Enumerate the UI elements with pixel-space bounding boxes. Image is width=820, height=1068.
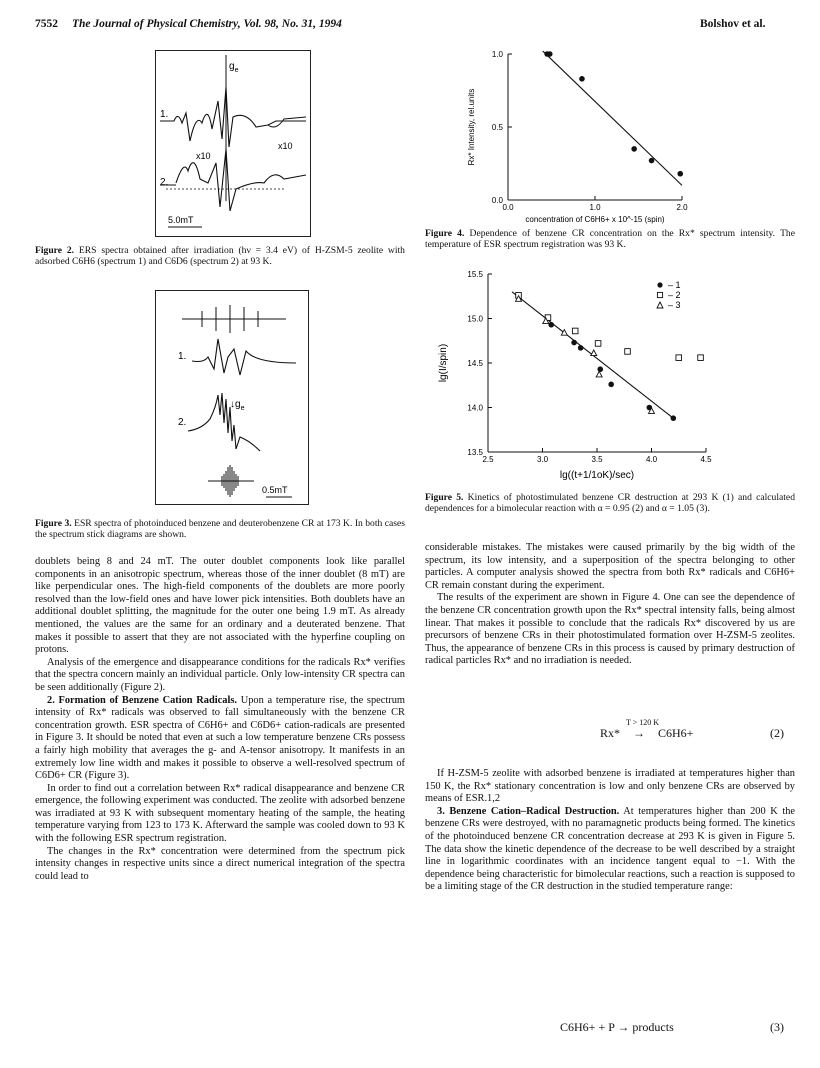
left-section-2: 2. Formation of Benzene Cation Radicals. Upon a temperature rise, the spectrum intensity of Rx* radicals was observed to fall simultaneously with the benzene CR concentration growth. ESR spectra of C6H6+ and C6D6+ cation-radicals are presented in Figure 3. It should be noted that even at such a low temperature benzene CRs possess a fairly high mobility that averages the g- and A-tensor anisotropy. It manifests in an extremely low line width and makes it possible to observe a well-resolved spectrum of C6D6+ CR (Figure 3). — [35, 694, 406, 782]
figure5-caption: Figure 5. Kinetics of photostimulated benzene CR destruction at 293 K (1) and calculated dependences for a bimolecular reaction with α = 0.95 (2) and α = 1.05 (3). — [425, 492, 795, 515]
eq2-arrow: → — [633, 726, 646, 740]
data-point-series-2 — [698, 355, 704, 361]
eq3-number: (3) — [770, 1020, 784, 1034]
data-point-series-0 — [579, 76, 585, 82]
data-point-series-1 — [671, 415, 677, 421]
legend-label-3: – 3 — [668, 300, 681, 310]
fig2-x10b-label: x10 — [196, 151, 211, 161]
data-point-series-0 — [677, 171, 683, 177]
equation-3: C6H6+ + P → products — [560, 1020, 674, 1034]
data-point-series-2 — [595, 341, 601, 347]
data-point-series-3 — [591, 350, 597, 356]
fig2-spec2-label: 2. — [160, 177, 169, 188]
x-axis-label: lg((t+1/1oK)/sec) — [559, 470, 635, 481]
fig2-ge-label: $g_e$ — [229, 61, 239, 74]
data-point-series-0 — [631, 146, 637, 152]
journal-title: The Journal of Physical Chemistry, Vol. 98, No. 31, 1994 — [72, 18, 342, 30]
figure3-panel — [155, 290, 309, 505]
data-point-series-0 — [547, 51, 553, 57]
right-paragraph-2: The results of the experiment are shown in Figure 4. One can see the dependence of the benzene CR concentration growth upon the Rx* spectral intensity falls, being almost linear. That makes it possible to conclude that the radicals Rx* discovered by us are precursors of benzene CRs in their photostimulated formation over H-ZSM-5 zeolites. Thus, the appearance of benzene CRs in this process is caused by primary destruction of radical particles Rx* and no irradiation is needed. — [425, 592, 795, 667]
right-paragraph-3: If H-ZSM-5 zeolite with adsorbed benzene is irradiated at temperatures higher than 150 K, the Rx* stationary concentration is low and only benzene CRs are observed by means of ESR.1,2 — [425, 768, 795, 805]
fig3-spectrum-1-trace — [192, 339, 296, 375]
y-tick-label: 1.0 — [491, 50, 503, 59]
legend-marker-2 — [657, 292, 662, 297]
right-column-text-bottom — [425, 768, 795, 894]
figure5-chart — [428, 268, 728, 490]
figure2-spectra — [156, 51, 310, 236]
authors-header: Bolshov et al. — [700, 18, 766, 30]
left-paragraph-1: doublets being 8 and 24 mT. The outer doublet components look like parallel components in an anisotropic spectrum, whereas those of the inner doublet (8 mT) are like perpendicular ones. The high-field components of the doublets are more poorly resolved than the low-field ones and have lower pick intensities. Both doublets have an additional doublet splitting, the magnitude for the outer one being 1.9 mT. As already mentioned, the values are the same for an ordinary and a deuterated benzene. That makes it possible to assert that they are not associated with the hyperfine coupling on protons. — [35, 556, 405, 656]
data-point-series-1 — [578, 345, 584, 351]
legend-label-1: – 1 — [668, 280, 681, 290]
legend-marker-3 — [657, 302, 663, 308]
y-tick-label: 15.0 — [467, 314, 483, 324]
data-point-series-2 — [572, 328, 578, 334]
x-tick-label: 4.0 — [645, 455, 658, 464]
data-point-series-3 — [561, 330, 567, 336]
eq2-rhs: C6H6+ — [658, 726, 694, 740]
y-tick-label: 0.5 — [491, 123, 503, 132]
data-point-series-2 — [676, 355, 682, 361]
eq2-condition: T > 120 K — [626, 718, 660, 727]
left-paragraph-2: Analysis of the emergence and disappearance conditions for the radicals Rx* verifies that the spectra concern mainly an individual particle. Only low-intensity CR spectra can be seen additionally (Figure 2). — [35, 656, 405, 693]
legend-marker-1 — [657, 282, 662, 287]
fig2-spec1-label: 1. — [160, 109, 169, 120]
equation-2 — [600, 718, 694, 741]
fig3-scale-label: 0.5mT — [262, 485, 288, 495]
spectrum-1-trace — [160, 87, 306, 147]
x-tick-label: 1.0 — [589, 203, 601, 212]
right-column-text-top — [425, 542, 795, 668]
fit-line — [543, 51, 682, 185]
eq2-number: (2) — [770, 726, 784, 740]
left-paragraph-3: In order to find out a correlation between Rx* radical disappearance and benzene CR emergence, the following experiment was conducted. The zeolite with adsorbed benzene was irradiated at 93 K with subsequent momentary heating of the sample, the heating temperature varying from 123 to 173 K. Afterward the sample was cooled down to 93 K with the following ESR spectrum registration. — [35, 782, 405, 845]
data-point-series-1 — [608, 382, 614, 388]
left-column-text — [35, 556, 405, 883]
fig3-ge-label: $↓g_e$ — [230, 399, 245, 412]
figure4-chart — [420, 42, 720, 224]
y-tick-label: 14.0 — [467, 403, 483, 413]
fig2-scale-label: 5.0mT — [168, 215, 194, 225]
data-point-series-1 — [548, 322, 554, 328]
eq2-lhs: Rx* — [600, 726, 621, 740]
fig2-x10a-label: x10 — [278, 141, 293, 151]
data-point-series-3 — [596, 371, 602, 377]
y-tick-label: 13.5 — [467, 448, 483, 457]
y-axis-label: Rx* Intensity, rel.units — [467, 88, 476, 166]
x-axis-label: concentration of C6H6+ x 10^-15 (spin) — [525, 215, 665, 224]
page-number: 7552 — [35, 18, 58, 30]
y-tick-label: 14.5 — [467, 359, 483, 368]
fig3-spec2-label: 2. — [178, 417, 187, 428]
y-axis-label: lg(I/spin) — [438, 343, 449, 383]
x-tick-label: 0.0 — [502, 203, 514, 212]
figure2-panel — [155, 50, 311, 237]
x-tick-label: 2.0 — [676, 203, 688, 212]
right-section-3: 3. Benzene Cation–Radical Destruction. At temperatures higher than 200 K the benzene CRs were destroyed, with no paramagnetic products being formed. The kinetics of the photoinduced benzene CR concentration decrease at 293 K is given in Figure 5. The data show the kinetic dependence of the decrease to be well described by a straight line in logarithmic coordinates with an incidence tangent equal to −1. With the dependence being characteristic for bimolecular reactions, such a reaction is supposed to be a limiting stage of the CR destruction in the studied temperature range: — [425, 805, 796, 893]
figure3-caption: Figure 3. ESR spectra of photoinduced benzene and deuterobenzene CR at 173 K. In both cases the spectrum stick diagrams are shown. — [35, 518, 405, 541]
right-paragraph-1: considerable mistakes. The mistakes were caused primarily by the big width of the spectrum, its low intensity, and a superposition of the spectra belonging to other particles. A computer analysis showed the spectra from both Rx* radicals and C6H6+ CR remain constant during the experiment. — [425, 542, 795, 591]
data-point-series-2 — [625, 349, 631, 355]
x-tick-label: 4.5 — [700, 455, 712, 464]
figure4-caption: Figure 4. Dependence of benzene CR concentration on the Rx* spectrum intensity. The temperature of ESR spectrum registration was 93 K. — [425, 228, 795, 251]
y-tick-label: 0.0 — [491, 196, 503, 205]
fig3-spec1-label: 1. — [178, 351, 187, 362]
y-tick-label: 15.5 — [467, 270, 483, 279]
data-point-series-1 — [597, 366, 603, 372]
fig3-spectrum-2-trace — [188, 393, 260, 451]
data-point-series-1 — [571, 340, 577, 346]
figure3-spectra — [156, 291, 308, 504]
x-tick-label: 3.0 — [536, 455, 549, 464]
left-paragraph-4: The changes in the Rx* concentration were determined from the spectrum pick intensity changes in respective units since a direct numerical integration of the spectra could lead to — [35, 845, 405, 882]
x-tick-label: 3.5 — [591, 455, 603, 464]
figure2-caption: Figure 2. ERS spectra obtained after irradiation (hν = 3.4 eV) of H-ZSM-5 zeolite with adsorbed C6H6 (spectrum 1) and C6D6 (spectrum 2) at 93 K. — [35, 245, 405, 268]
legend-label-2: – 2 — [668, 290, 681, 300]
data-point-series-0 — [649, 158, 655, 164]
x-tick-label: 2.5 — [482, 455, 494, 464]
